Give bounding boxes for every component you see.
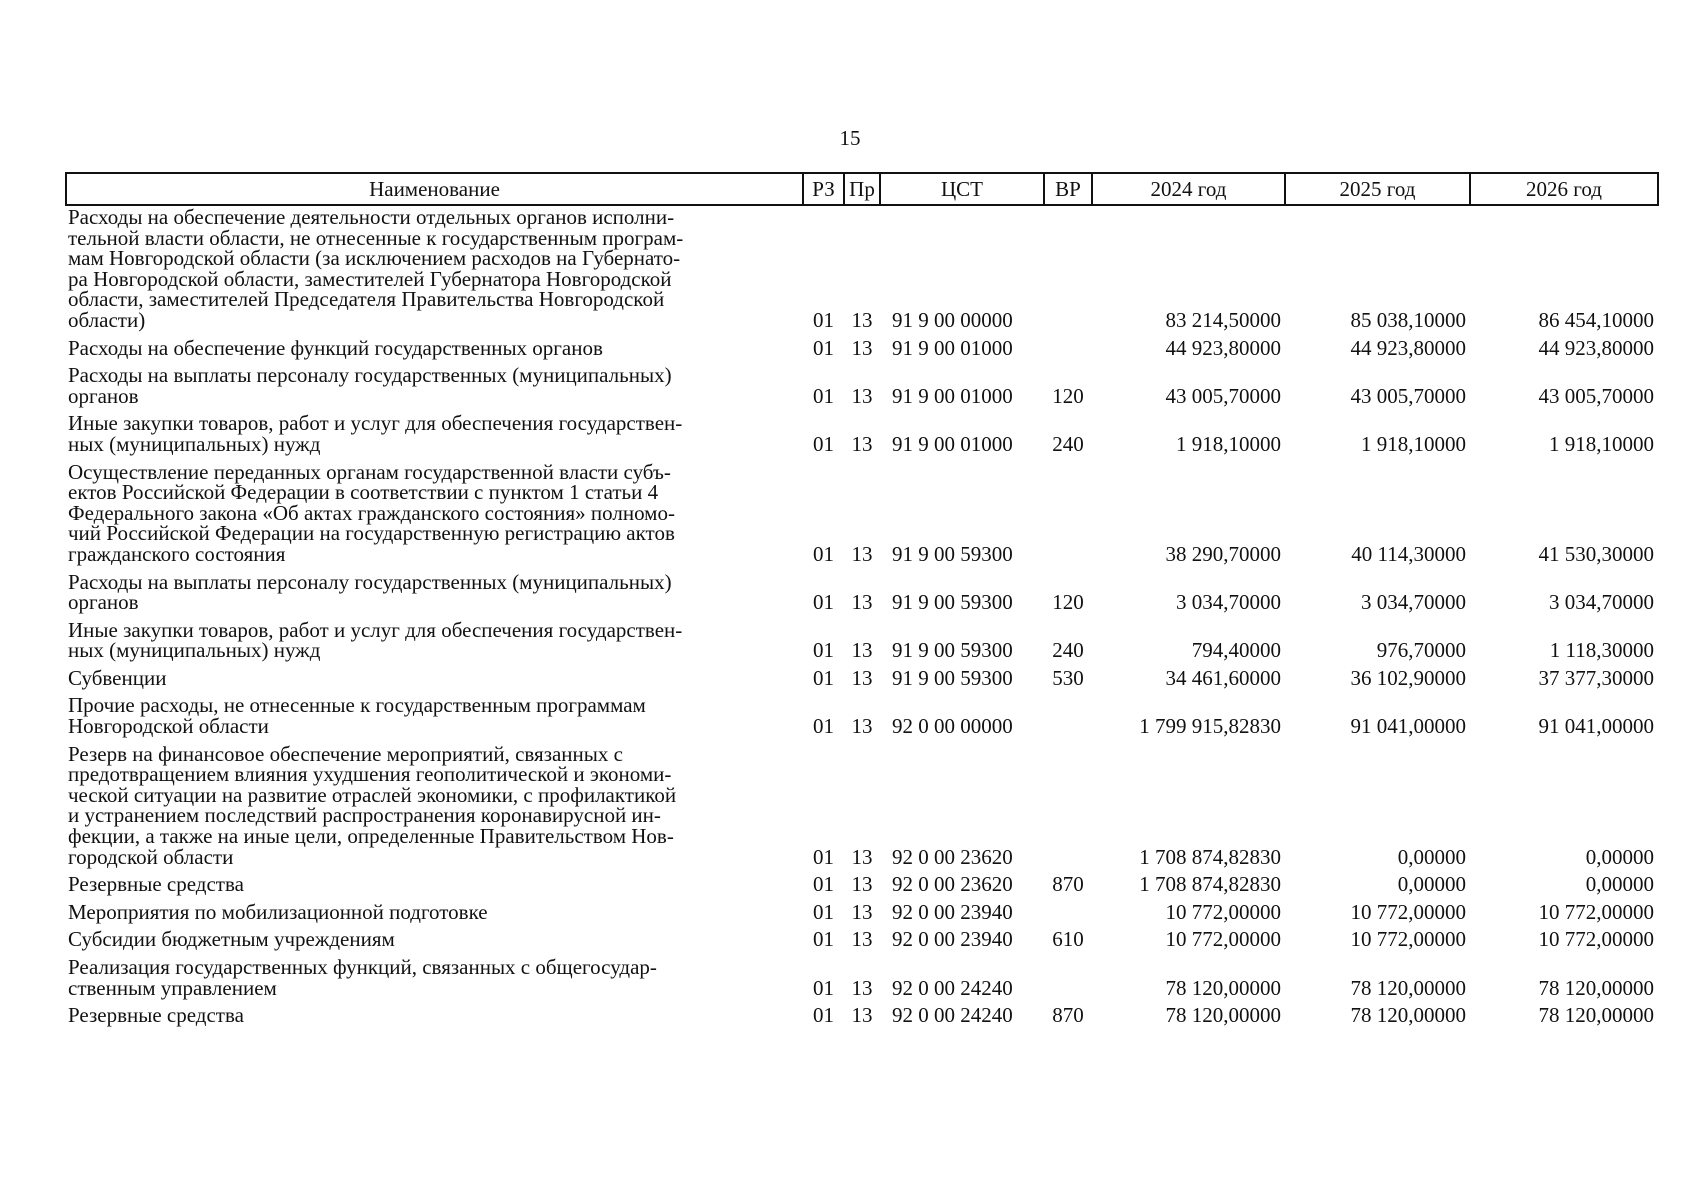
row-name: Расходы на обеспечение функций государственных органов: [68, 335, 603, 360]
row-amount-2026: 1 118,30000: [1549, 638, 1654, 663]
row-cst: 92 0 00 23940: [892, 927, 1013, 952]
row-rz: 01: [813, 383, 834, 408]
row-amount-2026: 10 772,00000: [1538, 899, 1654, 924]
row-vr: 610: [1052, 927, 1084, 952]
row-name: Резерв на финансовое обеспечение мероприятий, связанных с предотвращением влияния ухудшения геополитической и экономи- ческой ситуации на развитие отраслей экономики, с профилактикой и устранением последствий распространения коронавирусной ин- фекции, а также на иные цели, определенные Правительством Нов- городской области: [68, 741, 677, 869]
row-vr: [1044, 692, 1092, 740]
row-amount-2025: 3 034,70000: [1361, 590, 1466, 615]
row-amount-2026: 0,00000: [1585, 844, 1654, 869]
row-rz: 01: [813, 638, 834, 663]
row-rz: 01: [813, 1003, 834, 1028]
row-name: Мероприятия по мобилизационной подготовке: [68, 899, 488, 924]
row-name: Осуществление переданных органам государственной власти субъ- ектов Российской Федерации в соответствии с пунктом 1 статьи 4 Федерального закона «Об актах гражданского состояния» полномо- чий Российской Федерации на государственную регистрацию актов гражданского состояния: [68, 459, 675, 566]
row-amount-2024: 38 290,70000: [1165, 541, 1281, 566]
row-amount-2024: 78 120,00000: [1165, 975, 1281, 1000]
table-header-row: [66, 173, 1658, 205]
row-amount-2025: 40 114,30000: [1351, 541, 1466, 566]
budget-table: [65, 172, 1659, 1030]
row-name: Расходы на обеспечение деятельности отдельных органов исполни- тельной власти области, не отнесенные к государственным програм- мам Новгородской области (за исключением расходов на Губернато- ра Новгородской области, заместителей Губернатора Новгородской области, заместителей Председателя Правительства Новгородской области): [68, 205, 684, 332]
row-pr: 13: [851, 975, 873, 1000]
row-rz: 01: [813, 335, 834, 360]
header-2024: 2024 год: [1092, 173, 1285, 205]
row-vr: [1044, 459, 1092, 569]
row-amount-2024: 3 034,70000: [1176, 590, 1281, 615]
row-pr: 13: [851, 590, 873, 615]
row-amount-2024: 78 120,00000: [1165, 1003, 1281, 1028]
row-pr: 13: [851, 665, 873, 690]
row-cst: 91 9 00 59300: [892, 590, 1013, 615]
row-cst: 92 0 00 24240: [892, 1003, 1013, 1028]
row-amount-2026: 0,00000: [1585, 872, 1654, 897]
row-name: Прочие расходы, не отнесенные к государственным программам Новгородской области: [68, 693, 646, 739]
row-amount-2024: 43 005,70000: [1165, 383, 1281, 408]
row-amount-2025: 0,00000: [1397, 872, 1466, 897]
row-rz: 01: [813, 590, 834, 615]
table-row: [66, 665, 1658, 693]
row-vr: [1044, 335, 1092, 363]
table-row: [66, 926, 1658, 954]
row-amount-2025: 91 041,00000: [1350, 714, 1466, 739]
row-amount-2024: 1 918,10000: [1176, 431, 1281, 456]
table-row: [66, 954, 1658, 1002]
row-amount-2025: 36 102,90000: [1350, 665, 1466, 690]
table-row: [66, 741, 1658, 872]
table-row: [66, 899, 1658, 927]
row-amount-2026: 78 120,00000: [1538, 975, 1654, 1000]
header-2026: 2026 год: [1470, 173, 1658, 205]
row-cst: 92 0 00 24240: [892, 975, 1013, 1000]
row-amount-2024: 83 214,50000: [1165, 307, 1281, 332]
row-amount-2025: 43 005,70000: [1350, 383, 1466, 408]
header-name: Наименование: [66, 173, 803, 205]
row-cst: 92 0 00 23620: [892, 844, 1013, 869]
row-amount-2026: 43 005,70000: [1538, 383, 1654, 408]
row-amount-2026: 10 772,00000: [1538, 927, 1654, 952]
table-row: [66, 871, 1658, 899]
row-cst: 91 9 00 01000: [892, 431, 1013, 456]
row-amount-2025: 10 772,00000: [1350, 899, 1466, 924]
row-name: Субвенции: [68, 665, 167, 690]
row-amount-2026: 44 923,80000: [1538, 335, 1654, 360]
row-vr: 530: [1052, 665, 1084, 690]
table-row: [66, 569, 1658, 617]
row-amount-2026: 91 041,00000: [1538, 714, 1654, 739]
row-pr: 13: [851, 899, 873, 924]
row-rz: 01: [813, 541, 834, 566]
row-cst: 91 9 00 59300: [892, 638, 1013, 663]
row-cst: 91 9 00 01000: [892, 383, 1013, 408]
header-vr: ВР: [1044, 173, 1092, 205]
row-name: Субсидии бюджетным учреждениям: [68, 927, 395, 952]
row-rz: 01: [813, 975, 834, 1000]
row-pr: 13: [851, 844, 873, 869]
table-row: [66, 410, 1658, 458]
row-amount-2025: 85 038,10000: [1350, 307, 1466, 332]
row-vr: [1044, 954, 1092, 1002]
row-amount-2024: 10 772,00000: [1165, 927, 1281, 952]
row-amount-2024: 34 461,60000: [1165, 665, 1281, 690]
page-number: 15: [839, 126, 861, 150]
row-rz: 01: [813, 872, 834, 897]
row-cst: 92 0 00 23620: [892, 872, 1013, 897]
row-rz: 01: [813, 665, 834, 690]
row-rz: 01: [813, 307, 834, 332]
row-vr: 120: [1052, 383, 1084, 408]
row-vr: [1044, 741, 1092, 872]
row-amount-2025: 1 918,10000: [1361, 431, 1466, 456]
table-row: [66, 459, 1658, 569]
row-pr: 13: [851, 1003, 873, 1028]
row-name: Реализация государственных функций, связанных с общегосудар- ственным управлением: [68, 955, 657, 1000]
row-vr: 240: [1052, 638, 1084, 663]
row-amount-2026: 1 918,10000: [1549, 431, 1654, 456]
row-pr: 13: [851, 307, 873, 332]
row-cst: 91 9 00 59300: [892, 665, 1013, 690]
row-amount-2024: 1 708 874,82830: [1139, 844, 1281, 869]
row-cst: 91 9 00 00000: [892, 307, 1013, 332]
row-name: Иные закупки товаров, работ и услуг для обеспечения государствен- ных (муниципальных) нужд: [68, 617, 683, 663]
header-pr: Пр: [844, 173, 880, 205]
header-2025: 2025 год: [1285, 173, 1470, 205]
table-row: [66, 362, 1658, 410]
row-vr: 240: [1052, 431, 1084, 456]
row-amount-2026: 37 377,30000: [1538, 665, 1654, 690]
row-pr: 13: [851, 872, 873, 897]
row-cst: 92 0 00 00000: [892, 714, 1013, 739]
row-amount-2026: 41 530,30000: [1538, 541, 1654, 566]
table-row: [66, 617, 1658, 665]
row-amount-2025: 78 120,00000: [1350, 1003, 1466, 1028]
row-amount-2025: 44 923,80000: [1350, 335, 1466, 360]
row-pr: 13: [851, 927, 873, 952]
row-vr: [1044, 899, 1092, 927]
row-vr: 870: [1052, 872, 1084, 897]
row-rz: 01: [813, 431, 834, 456]
table-row: [66, 692, 1658, 740]
table-row: [66, 205, 1658, 335]
row-vr: 870: [1052, 1003, 1084, 1028]
header-rz: РЗ: [803, 173, 844, 205]
row-pr: 13: [851, 383, 873, 408]
row-amount-2024: 1 799 915,82830: [1139, 714, 1281, 739]
row-rz: 01: [813, 927, 834, 952]
row-vr: [1044, 205, 1092, 335]
row-rz: 01: [813, 714, 834, 739]
row-name: Расходы на выплаты персоналу государственных (муниципальных) органов: [68, 363, 672, 408]
table-row: [66, 335, 1658, 363]
row-pr: 13: [851, 431, 873, 456]
row-cst: 92 0 00 23940: [892, 899, 1013, 924]
row-name: Резервные средства: [68, 1003, 244, 1028]
row-amount-2025: 0,00000: [1397, 844, 1466, 869]
row-name: Расходы на выплаты персоналу государственных (муниципальных) органов: [68, 569, 672, 615]
row-pr: 13: [851, 638, 873, 663]
row-amount-2026: 78 120,00000: [1538, 1003, 1654, 1028]
row-amount-2024: 10 772,00000: [1165, 899, 1281, 924]
row-name: Иные закупки товаров, работ и услуг для обеспечения государствен- ных (муниципальных) нужд: [68, 411, 683, 456]
row-amount-2025: 78 120,00000: [1350, 975, 1466, 1000]
table-body: [66, 205, 1658, 1030]
row-amount-2024: 794,40000: [1191, 638, 1281, 663]
row-pr: 13: [851, 714, 873, 739]
row-name: Резервные средства: [68, 872, 244, 897]
row-amount-2025: 976,70000: [1376, 638, 1466, 663]
row-pr: 13: [851, 541, 873, 566]
row-amount-2026: 86 454,10000: [1538, 307, 1654, 332]
row-rz: 01: [813, 844, 834, 869]
header-cst: ЦСТ: [880, 173, 1044, 205]
row-vr: 120: [1052, 590, 1084, 615]
table-row: [66, 1002, 1658, 1030]
row-amount-2024: 1 708 874,82830: [1139, 872, 1281, 897]
row-amount-2026: 3 034,70000: [1549, 590, 1654, 615]
row-rz: 01: [813, 899, 834, 924]
row-amount-2025: 10 772,00000: [1350, 927, 1466, 952]
row-pr: 13: [851, 335, 873, 360]
row-amount-2024: 44 923,80000: [1165, 335, 1281, 360]
row-cst: 91 9 00 59300: [892, 541, 1013, 566]
row-cst: 91 9 00 01000: [892, 335, 1013, 360]
